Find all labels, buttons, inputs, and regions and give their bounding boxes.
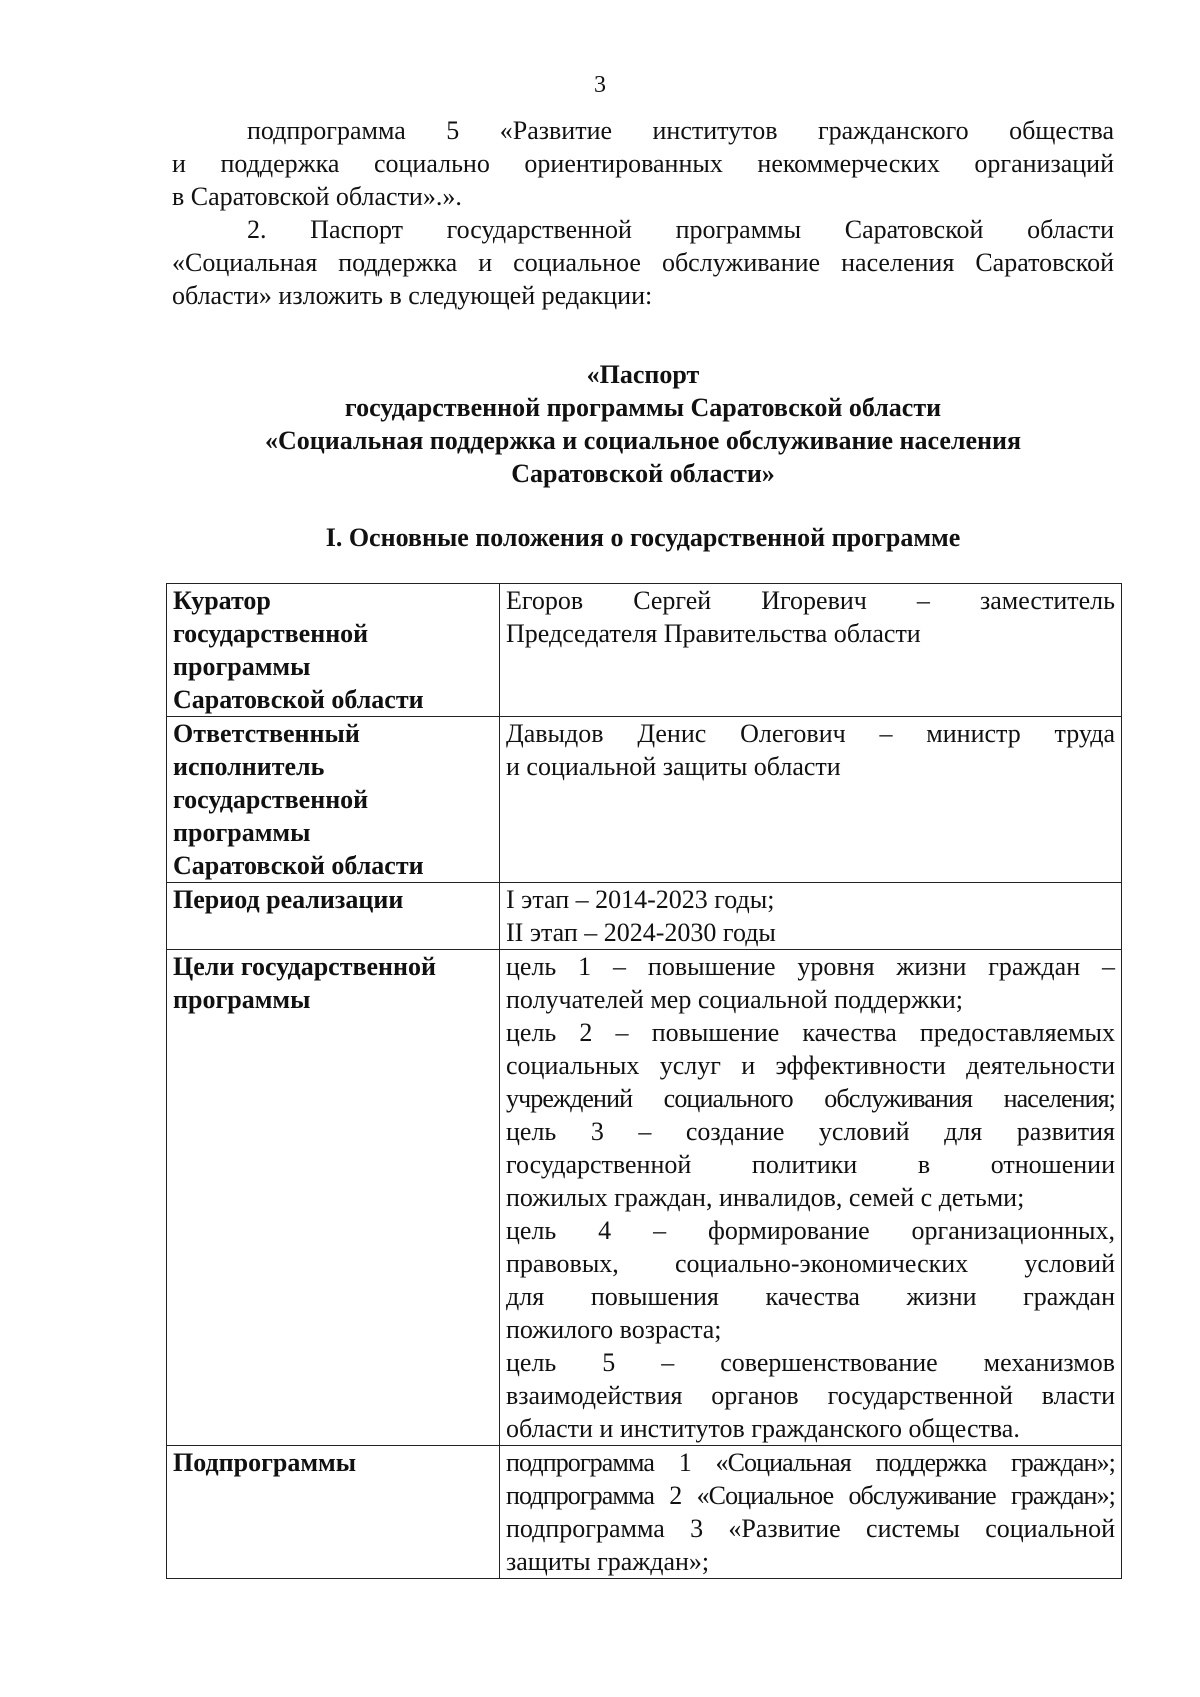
- row-value-line: получателей мер социальной поддержки;: [506, 985, 964, 1014]
- table-row: [167, 584, 1122, 717]
- row-label-line: Подпрограммы: [173, 1448, 357, 1477]
- row-label-line: Саратовской области: [173, 685, 424, 714]
- row-label-line: государственной: [173, 619, 369, 648]
- row-label-line: Ответственный: [173, 719, 360, 748]
- row-value-line: подпрограмма 1 «Социальная поддержка граждан»;: [506, 1448, 1115, 1477]
- row-label-line: программы: [173, 818, 311, 847]
- table-row: [167, 717, 1122, 883]
- intro-line: подпрограмма 5 «Развитие институтов гражданского общества: [247, 116, 1114, 145]
- passport-title-line: Саратовской области»: [511, 459, 775, 488]
- intro-line: и поддержка социально ориентированных некоммерческих организаций: [172, 149, 1114, 178]
- row-value-line: взаимодействия органов государственной власти: [506, 1381, 1115, 1410]
- intro-line: 2. Паспорт государственной программы Саратовской области: [247, 215, 1114, 244]
- row-value-line: пожилых граждан, инвалидов, семей с детьми;: [506, 1183, 1025, 1212]
- row-label-line: Цели государственной: [173, 952, 436, 981]
- table-row: [167, 950, 1122, 1446]
- row-value-line: цель 2 – повышение качества предоставляемых: [506, 1018, 1115, 1047]
- row-label-line: исполнитель: [173, 752, 325, 781]
- row-value-line: цель 4 – формирование организационных,: [506, 1216, 1115, 1245]
- row-label-cell: [167, 584, 500, 717]
- row-label-line: Период реализации: [173, 885, 404, 914]
- row-value-line: цель 3 – создание условий для развития: [506, 1117, 1115, 1146]
- row-value-line: защиты граждан»;: [506, 1547, 710, 1576]
- row-value-line: правовых, социально-экономических условий: [506, 1249, 1115, 1278]
- row-value-line: подпрограмма 2 «Социальное обслуживание граждан»;: [506, 1481, 1115, 1510]
- row-label-line: Саратовской области: [173, 851, 424, 880]
- section-heading: I. Основные положения о государственной программе: [325, 523, 961, 552]
- page-number: 3: [594, 72, 606, 98]
- intro-line: «Социальная поддержка и социальное обслуживание населения Саратовской: [172, 248, 1114, 277]
- passport-title-line: «Социальная поддержка и социальное обслуживание населения: [264, 426, 1022, 455]
- passport-title-line: «Паспорт: [586, 360, 700, 389]
- row-value-line: подпрограмма 3 «Развитие системы социальной: [506, 1514, 1115, 1543]
- row-value-cell: [500, 584, 1122, 717]
- passport-table: [166, 583, 1122, 1579]
- intro-paragraph-1: [172, 114, 1114, 213]
- table-row: [167, 883, 1122, 950]
- row-value-line: для повышения качества жизни граждан: [506, 1282, 1115, 1311]
- row-value-line: II этап – 2024-2030 годы: [506, 918, 776, 947]
- intro-line: в Саратовской области».».: [172, 182, 462, 211]
- row-value-line: цель 5 – совершенствование механизмов: [506, 1348, 1115, 1377]
- row-value-line: Председателя Правительства области: [506, 619, 921, 648]
- row-value-line: Давыдов Денис Олегович – министр труда: [506, 719, 1115, 748]
- row-label-line: программы: [173, 652, 311, 681]
- row-label-line: программы: [173, 985, 311, 1014]
- row-value-cell: [500, 1446, 1122, 1579]
- row-label-cell: [167, 883, 500, 950]
- row-value-line: цель 1 – повышение уровня жизни граждан –: [506, 952, 1115, 981]
- row-label-cell: [167, 717, 500, 883]
- row-label-cell: [167, 1446, 500, 1579]
- row-value-cell: [500, 717, 1122, 883]
- row-label-line: государственной: [173, 785, 369, 814]
- intro-paragraph-2: [172, 213, 1114, 312]
- row-value-cell: [500, 883, 1122, 950]
- row-value-line: I этап – 2014-2023 годы;: [506, 885, 775, 914]
- row-value-line: государственной политики в отношении: [506, 1150, 1115, 1179]
- row-value-line: и социальной защиты области: [506, 752, 841, 781]
- passport-title: [172, 358, 1114, 490]
- row-value-line: учреждений социального обслуживания населения;: [506, 1084, 1115, 1113]
- row-value-line: области и институтов гражданского общества.: [506, 1414, 1020, 1443]
- table-row: [167, 1446, 1122, 1579]
- passport-title-line: государственной программы Саратовской области: [344, 393, 942, 422]
- row-label-line: Куратор: [173, 586, 271, 615]
- row-value-line: пожилого возраста;: [506, 1315, 722, 1344]
- passport-table-body: [167, 584, 1122, 1579]
- intro-line: области» изложить в следующей редакции:: [172, 281, 653, 310]
- row-value-line: Егоров Сергей Игоревич – заместитель: [506, 586, 1115, 615]
- row-label-cell: [167, 950, 500, 1446]
- row-value-line: социальных услуг и эффективности деятельности: [506, 1051, 1115, 1080]
- row-value-cell: [500, 950, 1122, 1446]
